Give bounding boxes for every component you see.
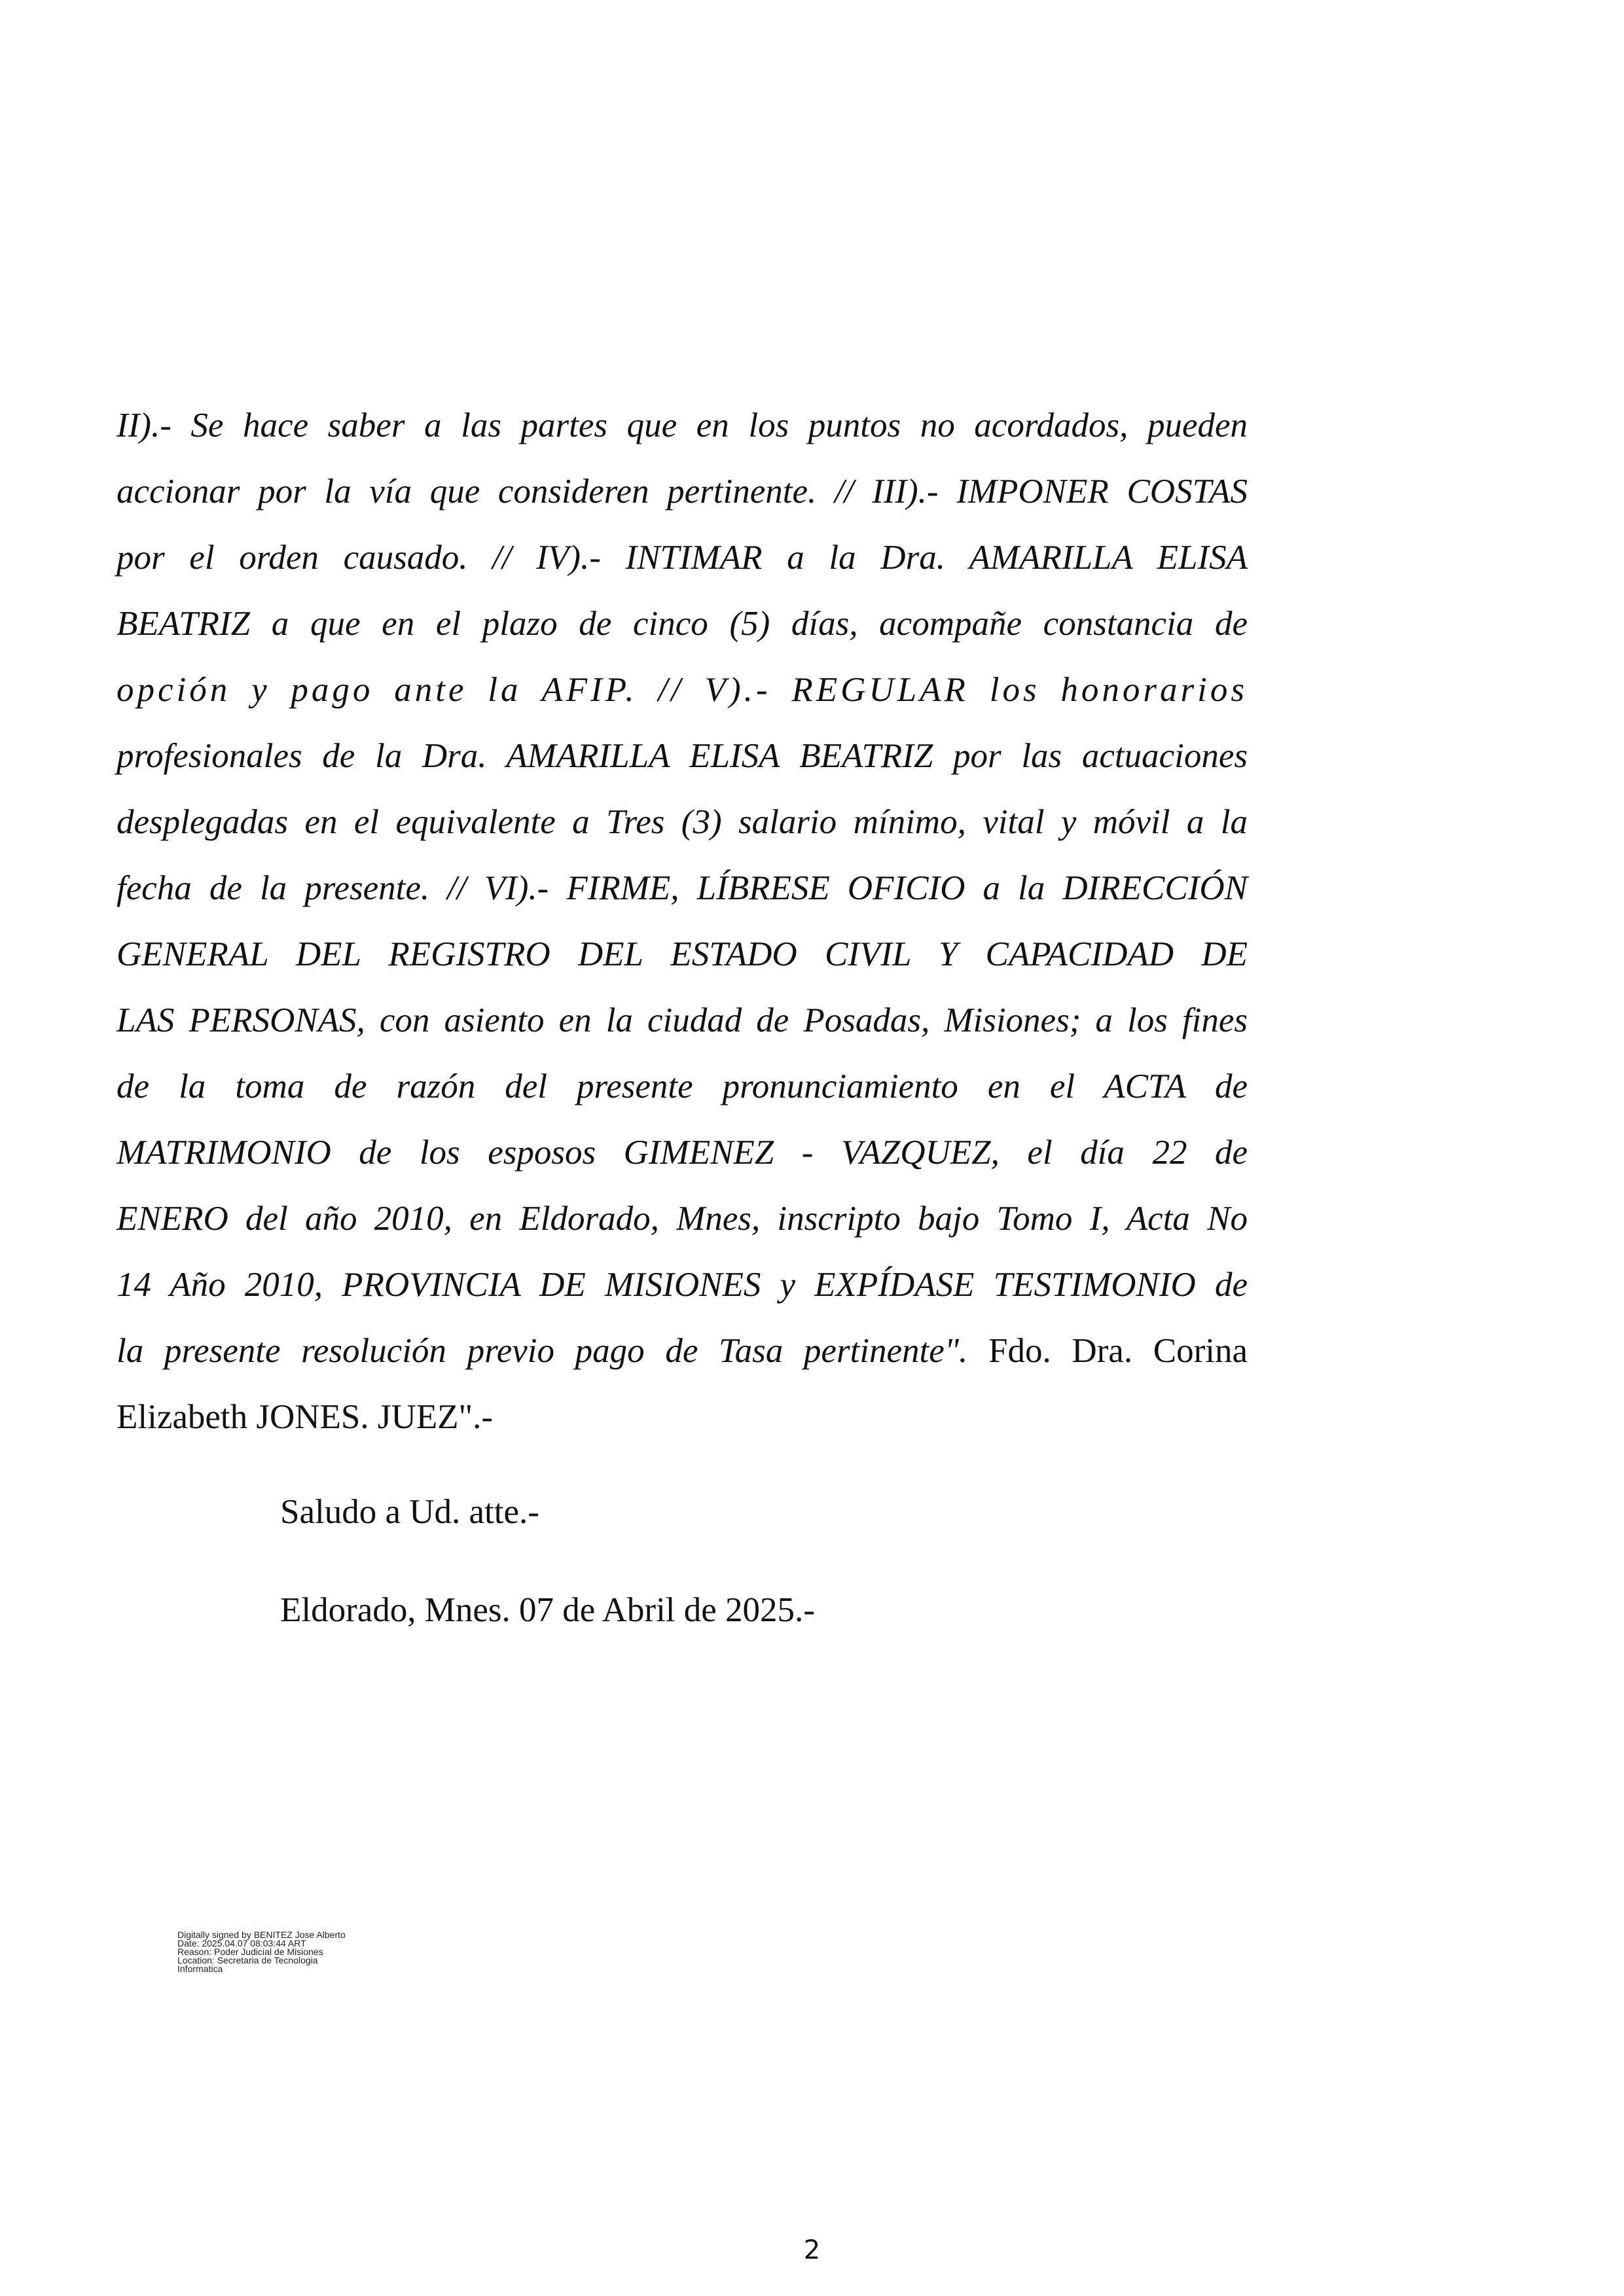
text-line: MATRIMONIO de los esposos GIMENEZ - VAZQUEZ, el día 22 de [117,1134,1248,1172]
page-number: 2 [803,2235,821,2265]
text-line: desplegadas en el equivalente a Tres (3) salario mínimo, vital y móvil a la [117,803,1248,841]
text-line-italic-part: la presente resolución previo pago de Tasa pertinente". [117,1332,968,1370]
signature-location: Location: Secretaria de Tecnologia [177,1955,318,1965]
judge-name-line: Elizabeth JONES. JUEZ".- [117,1398,494,1436]
text-line: LAS PERSONAS, con asiento en la ciudad de Posadas, Misiones; a los fines [117,1001,1248,1039]
text-line: BEATRIZ a que en el plazo de cinco (5) días, acompañe constancia de [117,605,1248,643]
signed-by-judge: Fdo. Dra. Corina [988,1332,1248,1370]
text-line: fecha de la presente. // VI).- FIRME, LÍBRESE OFICIO a la DIRECCIÓN [117,869,1248,907]
text-line: de la toma de razón del presente pronunciamiento en el ACTA de [117,1067,1248,1105]
resolution-text [117,393,1248,1450]
signature-reason: Reason: Poder Judicial de Misiones [177,1946,323,1957]
digital-signature-stamp [177,1931,346,1973]
text-line: GENERAL DEL REGISTRO DEL ESTADO CIVIL Y CAPACIDAD DE [117,935,1248,973]
text-line: opción y pago ante la AFIP. // V).- REGULAR los honorarios [117,671,1248,709]
place-and-date: Eldorado, Mnes. 07 de Abril de 2025.- [280,1591,815,1629]
text-line-mixed [117,1318,1248,1384]
signature-signed-by: Digitally signed by BENITEZ Jose Alberto [177,1929,346,1940]
text-line: ENERO del año 2010, en Eldorado, Mnes, inscripto bajo Tomo I, Acta No [117,1200,1248,1238]
text-line: II).- Se hace saber a las partes que en los puntos no acordados, pueden [117,406,1248,444]
closing-greeting: Saludo a Ud. atte.- [280,1493,539,1531]
signature-date: Date: 2025.04.07 08:03:44 ART [177,1938,306,1948]
signature-location-cont: Informatica [177,1964,223,1974]
text-line: accionar por la vía que consideren pertinente. // III).- IMPONER COSTAS [117,473,1248,511]
text-line: profesionales de la Dra. AMARILLA ELISA BEATRIZ por las actuaciones [117,737,1248,775]
text-line: por el orden causado. // IV).- INTIMAR a la Dra. AMARILLA ELISA [117,539,1248,577]
text-line: 14 Año 2010, PROVINCIA DE MISIONES y EXPÍDASE TESTIMONIO de [117,1266,1248,1304]
